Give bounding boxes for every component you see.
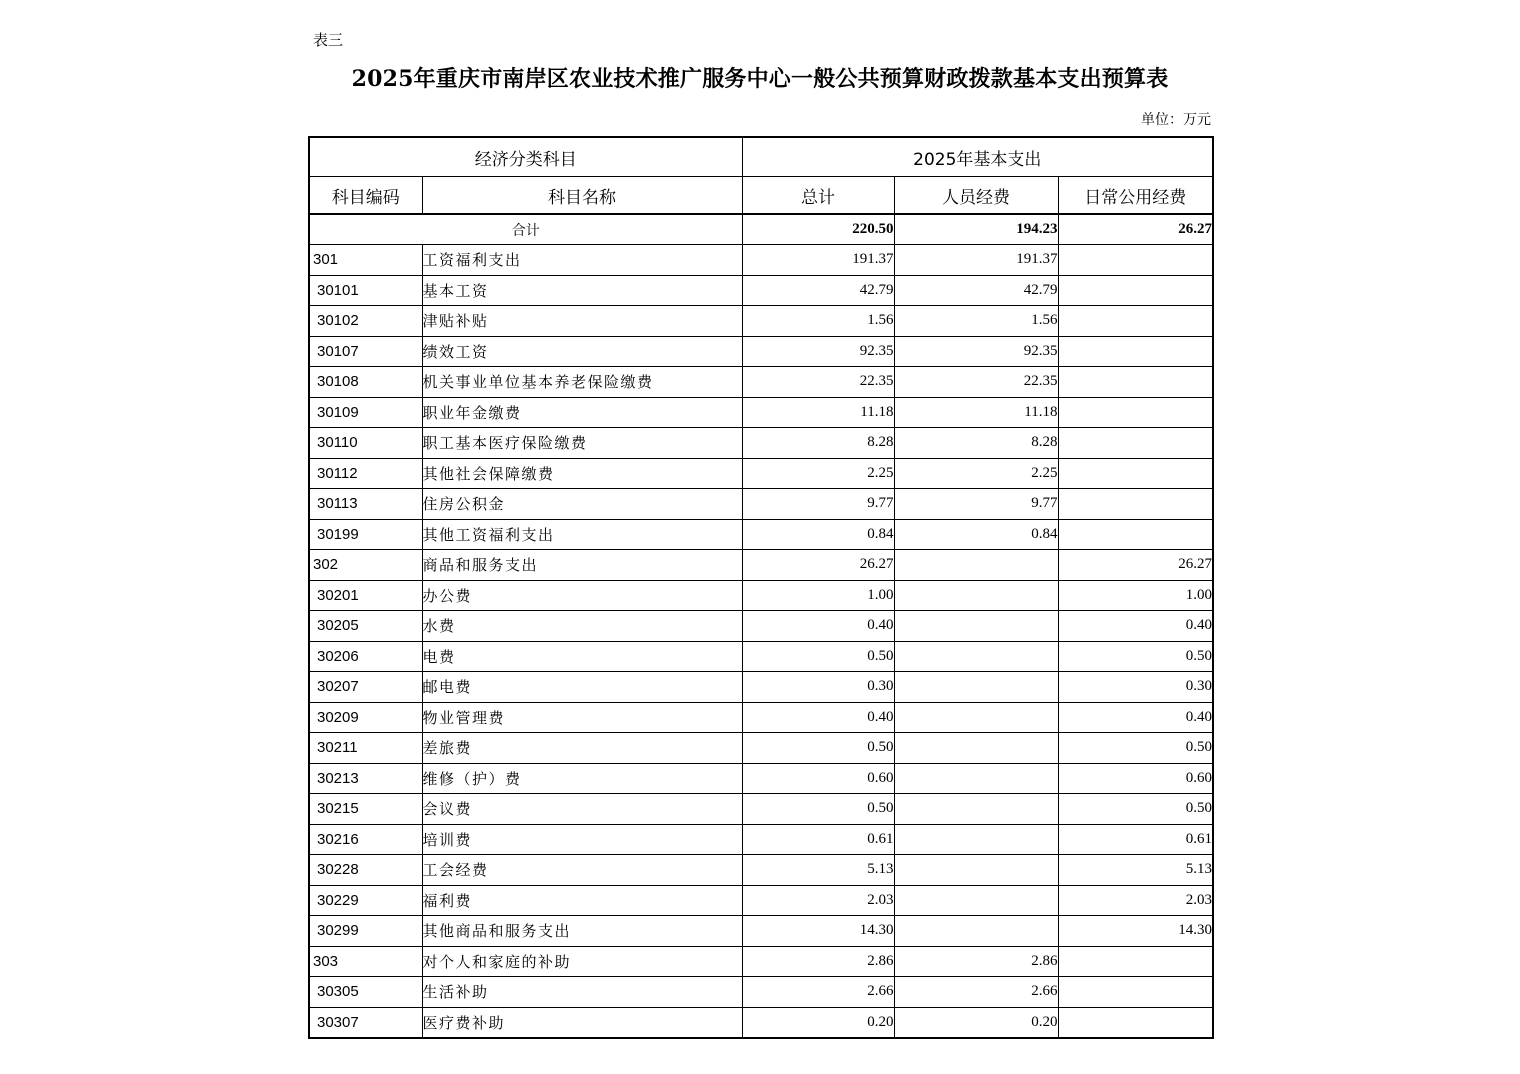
row-public: 0.50 [1058,794,1213,825]
row-code: 30307 [309,1007,422,1038]
row-personnel [894,641,1058,672]
row-code: 30109 [309,397,422,428]
row-name: 其他社会保障缴费 [422,458,742,489]
row-total: 0.84 [742,519,894,550]
row-personnel [894,611,1058,642]
row-total: 8.28 [742,428,894,459]
row-public [1058,428,1213,459]
row-public [1058,489,1213,520]
row-personnel: 2.66 [894,977,1058,1008]
row-public [1058,397,1213,428]
row-public [1058,336,1213,367]
row-personnel: 22.35 [894,367,1058,398]
row-name: 电费 [422,641,742,672]
row-name: 福利费 [422,885,742,916]
row-personnel [894,824,1058,855]
row-code: 30305 [309,977,422,1008]
row-public: 1.00 [1058,580,1213,611]
row-name: 会议费 [422,794,742,825]
row-public [1058,275,1213,306]
total-personnel: 194.23 [894,214,1058,245]
row-total: 5.13 [742,855,894,886]
row-total: 0.60 [742,763,894,794]
row-personnel: 8.28 [894,428,1058,459]
table-row [309,489,1213,520]
row-personnel [894,672,1058,703]
row-name: 物业管理费 [422,702,742,733]
row-name: 工资福利支出 [422,245,742,276]
row-total: 1.56 [742,306,894,337]
table-row [309,824,1213,855]
table-row [309,245,1213,276]
table-row [309,916,1213,947]
row-code: 30207 [309,672,422,703]
budget-table-body [309,137,1213,1038]
row-code: 30108 [309,367,422,398]
table-row [309,946,1213,977]
row-personnel [894,855,1058,886]
document-title: 2025年重庆市南岸区农业技术推广服务中心一般公共预算财政拨款基本支出预算表 [351,66,1169,92]
table-row [309,1007,1213,1038]
table-row [309,275,1213,306]
row-name: 培训费 [422,824,742,855]
table-row [309,519,1213,550]
row-total: 0.50 [742,733,894,764]
row-code: 302 [309,550,422,581]
table-row [309,977,1213,1008]
row-public [1058,519,1213,550]
row-name: 其他商品和服务支出 [422,916,742,947]
row-public: 0.40 [1058,702,1213,733]
row-total: 11.18 [742,397,894,428]
table-row [309,550,1213,581]
row-code: 30101 [309,275,422,306]
row-code: 30215 [309,794,422,825]
row-personnel: 0.20 [894,1007,1058,1038]
header-row-group [309,137,1213,177]
row-personnel [894,763,1058,794]
row-name: 住房公积金 [422,489,742,520]
row-personnel [894,550,1058,581]
row-personnel [894,916,1058,947]
total-label: 合计 [309,214,742,245]
row-public: 26.27 [1058,550,1213,581]
table-row [309,733,1213,764]
row-total: 0.50 [742,641,894,672]
row-code: 30107 [309,336,422,367]
row-total: 9.77 [742,489,894,520]
header-economic-classification: 经济分类科目 [309,137,742,177]
row-personnel: 0.84 [894,519,1058,550]
budget-table [308,136,1214,1039]
row-name: 绩效工资 [422,336,742,367]
row-public: 0.50 [1058,733,1213,764]
row-name: 津贴补贴 [422,306,742,337]
row-name: 办公费 [422,580,742,611]
header-row-columns [309,177,1213,215]
row-code: 30201 [309,580,422,611]
row-name: 商品和服务支出 [422,550,742,581]
row-personnel [894,794,1058,825]
row-total: 42.79 [742,275,894,306]
table-row [309,458,1213,489]
row-personnel [894,733,1058,764]
row-total: 2.25 [742,458,894,489]
row-personnel: 11.18 [894,397,1058,428]
row-public [1058,306,1213,337]
row-public [1058,458,1213,489]
row-name: 水费 [422,611,742,642]
row-name: 邮电费 [422,672,742,703]
row-name: 对个人和家庭的补助 [422,946,742,977]
table-row [309,397,1213,428]
row-public [1058,946,1213,977]
row-public: 14.30 [1058,916,1213,947]
row-total: 2.86 [742,946,894,977]
row-total: 0.50 [742,794,894,825]
row-total: 0.30 [742,672,894,703]
table-row [309,885,1213,916]
total-sum: 220.50 [742,214,894,245]
row-code: 301 [309,245,422,276]
row-code: 30110 [309,428,422,459]
header-personnel: 人员经费 [894,177,1058,215]
table-row [309,672,1213,703]
row-personnel [894,885,1058,916]
row-personnel: 2.86 [894,946,1058,977]
row-public: 0.60 [1058,763,1213,794]
row-total: 2.66 [742,977,894,1008]
row-personnel [894,702,1058,733]
row-name: 差旅费 [422,733,742,764]
row-name: 医疗费补助 [422,1007,742,1038]
table-row [309,855,1213,886]
table-row [309,580,1213,611]
unit-label: 单位：万元 [1141,112,1211,128]
table-row [309,702,1213,733]
table-row [309,641,1213,672]
row-total: 0.40 [742,611,894,642]
row-name: 职业年金缴费 [422,397,742,428]
table-row [309,306,1213,337]
row-code: 303 [309,946,422,977]
row-public: 2.03 [1058,885,1213,916]
row-name: 生活补助 [422,977,742,1008]
row-code: 30228 [309,855,422,886]
total-row [309,214,1213,245]
table-row [309,428,1213,459]
row-code: 30113 [309,489,422,520]
row-personnel [894,580,1058,611]
row-public: 0.30 [1058,672,1213,703]
header-basic-expenditure: 2025年基本支出 [742,137,1213,177]
row-personnel: 191.37 [894,245,1058,276]
row-total: 0.40 [742,702,894,733]
row-public [1058,367,1213,398]
row-name: 其他工资福利支出 [422,519,742,550]
row-code: 30216 [309,824,422,855]
row-code: 30112 [309,458,422,489]
header-name: 科目名称 [422,177,742,215]
header-code: 科目编码 [309,177,422,215]
row-name: 职工基本医疗保险缴费 [422,428,742,459]
row-total: 14.30 [742,916,894,947]
row-name: 基本工资 [422,275,742,306]
row-public: 0.40 [1058,611,1213,642]
row-code: 30199 [309,519,422,550]
row-code: 30102 [309,306,422,337]
table-row [309,794,1213,825]
table-row [309,763,1213,794]
row-public: 0.50 [1058,641,1213,672]
row-public [1058,977,1213,1008]
row-code: 30211 [309,733,422,764]
row-total: 26.27 [742,550,894,581]
row-public [1058,1007,1213,1038]
table-row [309,611,1213,642]
row-total: 191.37 [742,245,894,276]
row-personnel: 92.35 [894,336,1058,367]
row-total: 0.20 [742,1007,894,1038]
row-public: 0.61 [1058,824,1213,855]
row-personnel: 9.77 [894,489,1058,520]
row-total: 2.03 [742,885,894,916]
row-code: 30206 [309,641,422,672]
row-name: 维修（护）费 [422,763,742,794]
row-code: 30213 [309,763,422,794]
row-total: 0.61 [742,824,894,855]
header-total: 总计 [742,177,894,215]
table-label: 表三 [313,31,344,49]
row-code: 30209 [309,702,422,733]
table-row [309,367,1213,398]
row-personnel: 1.56 [894,306,1058,337]
total-public: 26.27 [1058,214,1213,245]
row-total: 22.35 [742,367,894,398]
row-total: 1.00 [742,580,894,611]
table-row [309,336,1213,367]
row-name: 机关事业单位基本养老保险缴费 [422,367,742,398]
row-public [1058,245,1213,276]
row-total: 92.35 [742,336,894,367]
header-public: 日常公用经费 [1058,177,1213,215]
row-personnel: 2.25 [894,458,1058,489]
row-public: 5.13 [1058,855,1213,886]
row-name: 工会经费 [422,855,742,886]
row-personnel: 42.79 [894,275,1058,306]
row-code: 30229 [309,885,422,916]
row-code: 30205 [309,611,422,642]
row-code: 30299 [309,916,422,947]
